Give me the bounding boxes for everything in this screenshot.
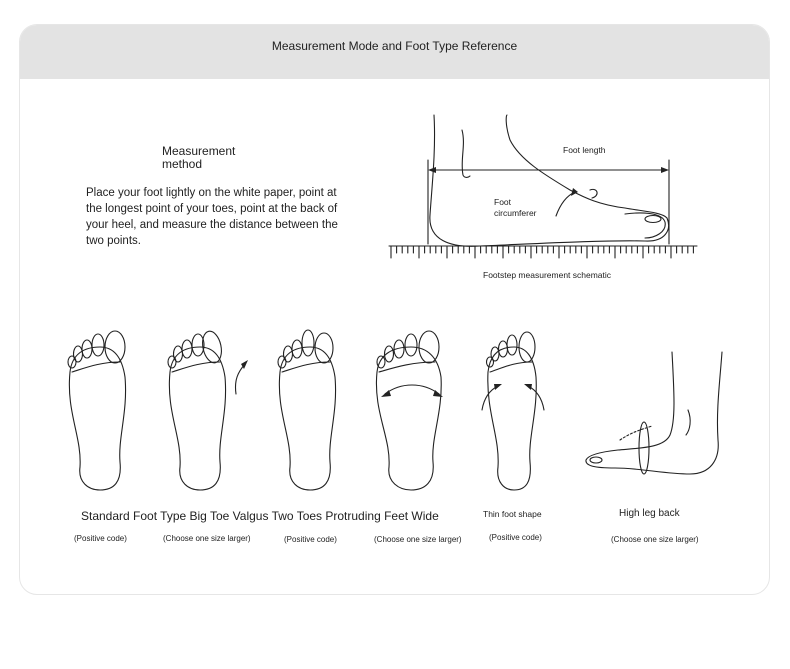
wide-arrow: [385, 385, 439, 394]
foot-circumference-label: Foot circumferer: [494, 197, 537, 218]
toe-1: [105, 331, 125, 363]
diagram-caption: Footstep measurement schematic: [483, 270, 612, 280]
thin-foot-illustration: [482, 332, 544, 490]
foot-types-label: Standard Foot Type Big Toe Valgus Two Toes Protruding Feet Wide: [81, 509, 439, 523]
toe-2: [302, 330, 314, 356]
standard-foot-illustration: [68, 331, 126, 490]
toe-2: [92, 334, 104, 356]
thin-arrowhead-right: [524, 384, 532, 390]
valgus-arrow: [235, 364, 245, 394]
big-toe-valgus-illustration: [168, 329, 248, 490]
two-toes-protruding-illustration: [278, 330, 336, 490]
feet-wide-illustration: [376, 331, 443, 490]
note-feet-wide: (Choose one size larger): [374, 535, 462, 544]
note-two-toes: (Positive code): [284, 535, 337, 544]
note-high-leg-back: (Choose one size larger): [611, 535, 699, 544]
page-title: Measurement Mode and Foot Type Reference: [271, 39, 518, 53]
thin-foot-label: Thin foot shape: [483, 509, 542, 519]
note-thin-foot: (Positive code): [489, 533, 542, 542]
toe-5: [377, 356, 385, 368]
toe-2: [507, 335, 517, 355]
high-leg-back-illustration: [586, 352, 722, 474]
method-title: Measurement method: [162, 144, 236, 171]
high-toenail: [590, 457, 602, 463]
high-leg-back-label: High leg back: [619, 508, 680, 519]
toe-1: [419, 331, 439, 363]
toe-1: [519, 332, 535, 362]
note-standard: (Positive code): [74, 534, 127, 543]
toe-2: [405, 334, 417, 356]
method-instructions: Place your foot lightly on the white paper, point at the longest point of your toes, point at the back of your heel, and measure the distance between the two points.: [86, 187, 338, 247]
note-big-toe-valgus: (Choose one size larger): [163, 534, 251, 543]
foot-length-label: Foot length: [563, 145, 606, 155]
thin-arrowhead-left: [494, 384, 502, 390]
